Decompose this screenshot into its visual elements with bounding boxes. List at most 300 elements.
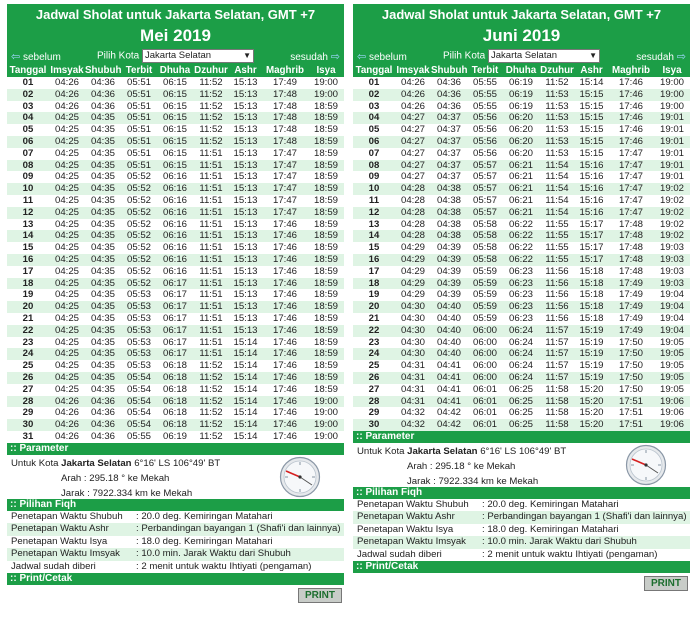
table-row <box>7 325 344 337</box>
time-cell: 06:19 <box>503 101 539 113</box>
time-cell: 05:52 <box>121 195 157 207</box>
time-cell: 06:21 <box>503 207 539 219</box>
table-row <box>353 278 690 290</box>
fiqh-section <box>7 511 344 574</box>
date-cell: 08 <box>7 160 49 172</box>
time-cell: 04:25 <box>49 148 85 160</box>
date-cell: 19 <box>353 289 395 301</box>
city-label: Pilih Kota <box>442 50 486 62</box>
time-cell: 11:55 <box>539 254 575 266</box>
time-cell: 05:57 <box>467 207 503 219</box>
time-cell: 04:38 <box>431 230 467 242</box>
city-select-value: Jakarta Selatan <box>145 50 212 61</box>
date-cell: 24 <box>7 348 49 360</box>
time-cell: 06:20 <box>503 136 539 148</box>
table-row <box>353 160 690 172</box>
date-cell: 09 <box>7 171 49 183</box>
time-cell: 04:29 <box>395 278 431 290</box>
time-cell: 04:35 <box>85 148 121 160</box>
time-cell: 15:14 <box>229 337 262 349</box>
time-cell: 05:53 <box>121 337 157 349</box>
column-header: Dzuhur <box>194 65 228 76</box>
time-cell: 04:36 <box>431 77 467 89</box>
date-cell: 01 <box>7 77 49 89</box>
time-cell: 11:52 <box>193 384 229 396</box>
param-city: Jakarta Selatan <box>407 445 478 457</box>
time-cell: 11:51 <box>193 301 229 313</box>
time-cell: 06:21 <box>503 195 539 207</box>
time-cell: 18:59 <box>308 325 344 337</box>
table-row <box>7 360 344 372</box>
time-cell: 11:52 <box>193 372 229 384</box>
fiqh-section <box>353 499 690 562</box>
column-header: Isya <box>654 64 690 77</box>
date-cell: 02 <box>7 89 49 101</box>
fiqh-row <box>7 548 344 561</box>
time-cell: 11:58 <box>539 396 575 408</box>
time-cell: 11:54 <box>539 207 575 219</box>
fiqh-value: : Perbandingan bayangan 1 (Shafi'i dan lainnya) <box>136 523 341 535</box>
time-cell: 18:59 <box>308 183 344 195</box>
time-cell: 15:15 <box>575 136 608 148</box>
arrow-left-icon: ⇦ <box>11 50 21 63</box>
date-cell: 26 <box>353 372 395 384</box>
time-cell: 06:17 <box>157 313 193 325</box>
time-cell: 19:01 <box>654 171 690 183</box>
time-cell: 04:38 <box>431 195 467 207</box>
time-cell: 17:46 <box>262 419 308 431</box>
table-row <box>353 89 690 101</box>
time-cell: 05:56 <box>467 136 503 148</box>
time-cell: 11:53 <box>539 89 575 101</box>
time-cell: 11:52 <box>193 360 229 372</box>
table-row <box>353 289 690 301</box>
date-cell: 01 <box>353 77 395 89</box>
time-cell: 11:52 <box>193 89 229 101</box>
time-cell: 05:51 <box>121 89 157 101</box>
date-cell: 13 <box>353 219 395 231</box>
param-city: Jakarta Selatan <box>61 457 132 469</box>
date-cell: 07 <box>7 148 49 160</box>
time-cell: 05:56 <box>467 112 503 124</box>
time-cell: 19:00 <box>308 419 344 431</box>
time-cell: 06:17 <box>157 289 193 301</box>
table-row <box>7 337 344 349</box>
time-cell: 18:59 <box>308 207 344 219</box>
table-row <box>7 207 344 219</box>
time-cell: 19:00 <box>654 89 690 101</box>
time-cell: 19:01 <box>654 124 690 136</box>
time-cell: 15:13 <box>229 230 262 242</box>
time-cell: 06:25 <box>503 407 539 419</box>
time-cell: 18:59 <box>308 384 344 396</box>
time-cell: 17:46 <box>262 266 308 278</box>
time-cell: 15:13 <box>229 136 262 148</box>
fiqh-key: Penetapan Waktu Ashr <box>357 511 455 523</box>
time-cell: 06:19 <box>503 89 539 101</box>
table-row <box>7 230 344 242</box>
time-cell: 05:51 <box>121 124 157 136</box>
panel-header <box>7 4 344 48</box>
time-cell: 11:51 <box>193 348 229 360</box>
time-cell: 18:59 <box>308 348 344 360</box>
time-cell: 06:21 <box>503 183 539 195</box>
time-cell: 19:02 <box>654 207 690 219</box>
fiqh-value: : Perbandingan bayangan 1 (Shafi'i dan lainnya) <box>482 511 687 523</box>
date-cell: 03 <box>353 101 395 113</box>
table-row <box>353 337 690 349</box>
time-cell: 05:57 <box>467 160 503 172</box>
table-row <box>353 195 690 207</box>
column-header: Imsyak <box>50 65 84 76</box>
time-cell: 04:35 <box>85 112 121 124</box>
time-cell: 17:49 <box>608 301 654 313</box>
time-cell: 11:52 <box>193 77 229 89</box>
time-cell: 06:20 <box>503 112 539 124</box>
param-jarak: Jarak : 7922.334 km ke Mekah <box>407 475 539 487</box>
time-cell: 04:41 <box>431 372 467 384</box>
time-cell: 15:16 <box>575 195 608 207</box>
next-month-link[interactable] <box>290 50 340 63</box>
time-cell: 15:13 <box>229 101 262 113</box>
time-cell: 04:30 <box>395 325 431 337</box>
time-cell: 04:36 <box>85 407 121 419</box>
time-cell: 17:49 <box>262 77 308 89</box>
time-cell: 05:57 <box>467 183 503 195</box>
time-cell: 04:35 <box>85 219 121 231</box>
time-cell: 06:16 <box>157 266 193 278</box>
time-cell: 15:14 <box>229 372 262 384</box>
time-cell: 18:59 <box>308 219 344 231</box>
time-cell: 04:25 <box>49 242 85 254</box>
time-cell: 11:55 <box>539 230 575 242</box>
time-cell: 04:37 <box>431 171 467 183</box>
column-header: Maghrib <box>608 64 654 77</box>
time-cell: 04:35 <box>85 372 121 384</box>
time-cell: 04:25 <box>49 313 85 325</box>
date-cell: 23 <box>353 337 395 349</box>
time-cell: 15:16 <box>575 183 608 195</box>
column-header: Terbit <box>467 64 503 77</box>
date-cell: 15 <box>353 242 395 254</box>
city-select[interactable] <box>488 49 600 63</box>
parameter-section <box>7 455 344 499</box>
time-cell: 04:35 <box>85 325 121 337</box>
time-cell: 17:47 <box>262 195 308 207</box>
time-cell: 19:00 <box>308 407 344 419</box>
time-cell: 15:15 <box>575 148 608 160</box>
date-cell: 05 <box>353 124 395 136</box>
fiqh-row <box>353 511 690 524</box>
parameter-section <box>353 443 690 487</box>
time-cell: 06:25 <box>503 419 539 431</box>
time-cell: 17:48 <box>262 112 308 124</box>
time-cell: 06:18 <box>157 396 193 408</box>
time-cell: 04:36 <box>85 77 121 89</box>
time-cell: 05:55 <box>121 431 157 443</box>
time-cell: 17:50 <box>608 348 654 360</box>
print-button[interactable]: PRINT <box>644 576 688 591</box>
time-cell: 17:48 <box>608 266 654 278</box>
time-cell: 06:16 <box>157 207 193 219</box>
time-cell: 04:35 <box>85 289 121 301</box>
time-cell: 17:46 <box>262 219 308 231</box>
time-cell: 19:02 <box>654 230 690 242</box>
table-row <box>7 89 344 101</box>
date-cell: 19 <box>7 289 49 301</box>
time-cell: 15:18 <box>575 278 608 290</box>
time-cell: 15:17 <box>575 230 608 242</box>
time-cell: 06:23 <box>503 313 539 325</box>
time-cell: 06:19 <box>503 77 539 89</box>
time-cell: 15:19 <box>575 360 608 372</box>
time-cell: 04:26 <box>49 431 85 443</box>
time-cell: 18:59 <box>308 101 344 113</box>
fiqh-key: Jadwal sudah diberi <box>11 560 96 572</box>
date-cell: 21 <box>7 313 49 325</box>
column-header: Terbit <box>121 64 157 77</box>
time-cell: 15:13 <box>229 278 262 290</box>
time-cell: 18:59 <box>308 337 344 349</box>
city-select[interactable] <box>142 49 254 63</box>
time-cell: 04:30 <box>395 337 431 349</box>
date-cell: 12 <box>353 207 395 219</box>
fiqh-section-title: :: Pilihan Fiqh <box>7 499 344 511</box>
time-cell: 05:52 <box>121 278 157 290</box>
time-cell: 17:47 <box>608 207 654 219</box>
date-cell: 25 <box>7 360 49 372</box>
time-cell: 06:25 <box>503 384 539 396</box>
time-cell: 15:13 <box>229 254 262 266</box>
date-cell: 20 <box>353 301 395 313</box>
prev-month-link[interactable] <box>357 50 407 63</box>
time-cell: 18:59 <box>308 360 344 372</box>
date-cell: 22 <box>353 325 395 337</box>
city-picker <box>97 49 254 63</box>
column-header: Ashr <box>229 64 262 77</box>
time-cell: 17:46 <box>262 278 308 290</box>
time-cell: 18:59 <box>308 171 344 183</box>
time-cell: 05:59 <box>467 266 503 278</box>
date-cell: 21 <box>353 313 395 325</box>
next-label: sesudah <box>636 51 674 63</box>
time-cell: 04:36 <box>431 101 467 113</box>
fiqh-key: Penetapan Waktu Shubuh <box>357 498 469 510</box>
table-row <box>7 407 344 419</box>
time-cell: 04:31 <box>395 360 431 372</box>
time-cell: 04:40 <box>431 313 467 325</box>
time-cell: 04:38 <box>431 207 467 219</box>
prev-month-link[interactable] <box>11 50 61 63</box>
column-header: Dhuha <box>157 64 193 77</box>
time-cell: 05:51 <box>121 136 157 148</box>
time-cell: 04:31 <box>395 384 431 396</box>
time-cell: 04:25 <box>49 348 85 360</box>
fiqh-key: Penetapan Waktu Isya <box>357 523 454 535</box>
time-cell: 17:46 <box>262 301 308 313</box>
time-cell: 17:46 <box>608 89 654 101</box>
column-header: Ashr <box>575 64 608 77</box>
time-cell: 11:51 <box>193 313 229 325</box>
time-cell: 11:52 <box>193 101 229 113</box>
time-cell: 11:51 <box>193 195 229 207</box>
time-cell: 04:25 <box>49 219 85 231</box>
parameter-section-title: :: Parameter <box>353 431 690 443</box>
time-cell: 06:24 <box>503 337 539 349</box>
date-cell: 17 <box>7 266 49 278</box>
time-cell: 11:52 <box>193 112 229 124</box>
time-cell: 17:50 <box>608 360 654 372</box>
time-cell: 06:21 <box>503 171 539 183</box>
time-cell: 17:46 <box>608 77 654 89</box>
print-section-title: :: Print/Cetak <box>7 573 344 585</box>
time-cell: 17:48 <box>608 230 654 242</box>
time-cell: 15:17 <box>575 219 608 231</box>
time-cell: 04:36 <box>85 396 121 408</box>
time-cell: 11:52 <box>193 407 229 419</box>
time-cell: 19:05 <box>654 372 690 384</box>
time-cell: 15:13 <box>229 289 262 301</box>
table-row <box>7 419 344 431</box>
time-cell: 11:52 <box>193 124 229 136</box>
time-cell: 04:25 <box>49 171 85 183</box>
time-cell: 04:35 <box>85 266 121 278</box>
time-cell: 19:04 <box>654 301 690 313</box>
table-row <box>7 77 344 89</box>
date-cell: 18 <box>353 278 395 290</box>
time-cell: 19:00 <box>654 77 690 89</box>
time-cell: 15:19 <box>575 337 608 349</box>
time-cell: 15:18 <box>575 313 608 325</box>
time-cell: 15:14 <box>229 396 262 408</box>
time-cell: 05:54 <box>121 419 157 431</box>
time-cell: 04:40 <box>431 325 467 337</box>
time-cell: 15:13 <box>229 242 262 254</box>
time-cell: 05:59 <box>467 278 503 290</box>
table-row <box>353 301 690 313</box>
time-cell: 15:14 <box>229 360 262 372</box>
date-cell: 29 <box>7 407 49 419</box>
table-row <box>353 136 690 148</box>
time-cell: 04:26 <box>49 419 85 431</box>
time-cell: 18:59 <box>308 289 344 301</box>
table-row <box>7 431 344 443</box>
time-cell: 19:06 <box>654 419 690 431</box>
time-cell: 04:28 <box>395 183 431 195</box>
table-row <box>7 396 344 408</box>
parameter-section-title: :: Parameter <box>7 443 344 455</box>
table-row <box>353 124 690 136</box>
fiqh-key: Penetapan Waktu Shubuh <box>11 510 123 522</box>
time-cell: 04:26 <box>395 77 431 89</box>
date-cell: 10 <box>353 183 395 195</box>
time-cell: 17:47 <box>608 160 654 172</box>
time-cell: 17:46 <box>262 360 308 372</box>
time-cell: 05:59 <box>467 301 503 313</box>
time-cell: 11:58 <box>539 384 575 396</box>
time-cell: 17:47 <box>608 195 654 207</box>
time-cell: 11:51 <box>193 254 229 266</box>
time-cell: 06:16 <box>157 171 193 183</box>
time-cell: 15:13 <box>229 77 262 89</box>
time-cell: 15:16 <box>575 207 608 219</box>
column-header: Isya <box>308 64 344 77</box>
time-cell: 17:46 <box>608 124 654 136</box>
time-cell: 04:35 <box>85 183 121 195</box>
date-cell: 20 <box>7 301 49 313</box>
time-cell: 06:00 <box>467 372 503 384</box>
time-cell: 05:57 <box>467 195 503 207</box>
time-cell: 06:22 <box>503 242 539 254</box>
time-cell: 18:59 <box>308 254 344 266</box>
time-cell: 06:18 <box>157 419 193 431</box>
time-cell: 17:48 <box>608 242 654 254</box>
time-cell: 15:20 <box>575 384 608 396</box>
table-row <box>7 101 344 113</box>
time-cell: 15:14 <box>229 407 262 419</box>
table-row <box>7 348 344 360</box>
time-cell: 04:26 <box>395 101 431 113</box>
time-cell: 17:47 <box>262 148 308 160</box>
time-cell: 06:18 <box>157 360 193 372</box>
time-cell: 19:06 <box>654 396 690 408</box>
time-cell: 19:02 <box>654 219 690 231</box>
time-cell: 15:13 <box>229 207 262 219</box>
time-cell: 11:51 <box>193 325 229 337</box>
time-cell: 04:25 <box>49 278 85 290</box>
time-cell: 04:25 <box>49 360 85 372</box>
print-button[interactable]: PRINT <box>298 588 342 603</box>
time-cell: 04:36 <box>85 89 121 101</box>
time-cell: 19:05 <box>654 384 690 396</box>
table-row <box>7 289 344 301</box>
time-cell: 04:35 <box>85 360 121 372</box>
time-cell: 11:58 <box>539 419 575 431</box>
time-cell: 15:15 <box>575 89 608 101</box>
time-cell: 19:03 <box>654 254 690 266</box>
next-month-link[interactable] <box>636 50 686 63</box>
time-cell: 06:15 <box>157 160 193 172</box>
time-cell: 11:52 <box>193 396 229 408</box>
time-cell: 06:18 <box>157 407 193 419</box>
date-cell: 23 <box>7 337 49 349</box>
param-arah: Arah : 295.18 ° ke Mekah <box>61 472 170 484</box>
time-cell: 06:01 <box>467 396 503 408</box>
chevron-down-icon: ▼ <box>589 51 598 60</box>
time-cell: 04:28 <box>395 219 431 231</box>
time-cell: 15:15 <box>575 124 608 136</box>
time-cell: 04:35 <box>85 348 121 360</box>
time-cell: 04:35 <box>85 136 121 148</box>
arrow-right-icon: ⇨ <box>676 50 686 63</box>
column-header: Shubuh <box>85 65 122 76</box>
time-cell: 04:41 <box>431 396 467 408</box>
time-cell: 06:23 <box>503 266 539 278</box>
time-cell: 05:52 <box>121 183 157 195</box>
time-cell: 06:19 <box>157 431 193 443</box>
time-cell: 05:52 <box>121 242 157 254</box>
time-cell: 06:01 <box>467 419 503 431</box>
table-row <box>7 160 344 172</box>
time-cell: 04:39 <box>431 278 467 290</box>
time-cell: 17:46 <box>608 101 654 113</box>
date-cell: 11 <box>353 195 395 207</box>
date-cell: 28 <box>353 396 395 408</box>
param-coords: 6°16' LS 106°49' BT <box>134 457 221 469</box>
time-cell: 04:35 <box>85 160 121 172</box>
table-body <box>353 77 690 431</box>
time-cell: 04:35 <box>85 254 121 266</box>
